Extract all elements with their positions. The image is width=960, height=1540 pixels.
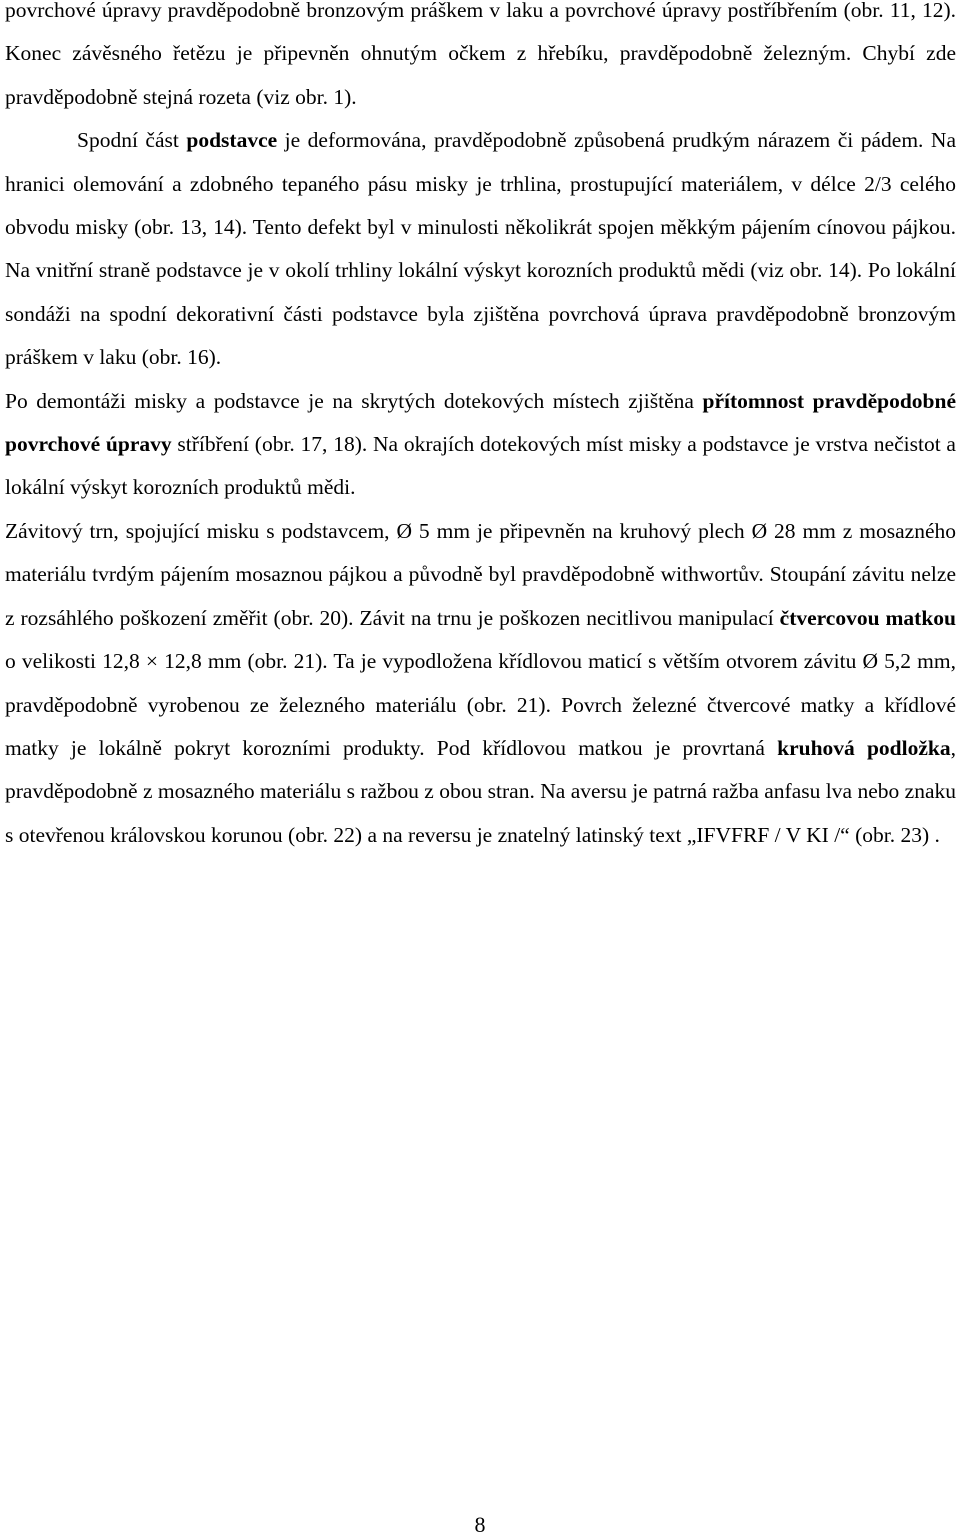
paragraph-text: o velikosti 12,8 × 12,8 mm (obr. 21). Ta je vypodložena křídlovou maticí s větším otvorem závitu Ø 5,2 mm, pravděpodobně vyrobenou ze železného materiálu (obr. 21). Povrch železné čtvercové matky a křídlové matky je lokálně pokryt korozními produkty. Pod křídlovou matkou je provrtaná	[5, 649, 956, 760]
paragraph-text: , pravděpodobně z mosazného materiálu s ražbou z obou stran. Na aversu je patrná ražba anfasu lva nebo znaku s otevřenou královskou korunou (obr. 22) a na reversu je znatelný latinský text „IFVFRF / V KI /“ (obr. 23) .	[5, 735, 956, 847]
paragraph-text: Závitový trn, spojující misku s podstavcem, Ø 5 mm je připevněn na kruhový plech Ø 28 mm z mosazného materiálu tvrdým pájením mosaznou pájkou a původně byl pravděpodobně withwortův. Stoupání závitu nelze z rozsáhlého poškození změřit (obr. 20). Závit na trnu je poškozen necitlivou manipulací	[5, 518, 956, 630]
bold-term-base: podstavce	[186, 128, 278, 153]
paragraph-text: stříbření (obr. 17, 18). Na okrajích dotekových míst misky a podstavce je vrstva nečistot a lokální výskyt korozních produktů mědi.	[5, 432, 956, 500]
paragraph-text: Spodní část	[77, 128, 187, 153]
paragraph-text: je deformována, pravděpodobně způsobená prudkým nárazem či pádem. Na hranici olemování a zdobného tepaného pásu misky je trhlina, prostupující materiálem, v délce 2/3 celého obvodu misky (obr. 13, 14). Tento defekt byl v minulosti několikrát spojen měkkým pájením cínovou pájkou. Na vnitřní straně podstavce je v okolí trhliny lokální výskyt korozních produktů mědi (viz obr. 14). Po lokální sondáži na spodní dekorativní části podstavce byla zjištěna povrchová úprava pravděpodobně bronzovým práškem v laku (obr. 16).	[5, 128, 956, 370]
paragraph-ornament	[5, 0, 956, 119]
document-page	[5, 0, 956, 857]
paragraph-text: povrchové úpravy pravděpodobně bronzovým práškem v laku a povrchové úpravy postříbřením (obr. 11, 12). Konec závěsného řetězu je připevněn ohnutým očkem z hřebíku, pravděpodobně železným. Chybí zde pravděpodobně stejná rozeta (viz obr. 1).	[5, 0, 956, 109]
paragraph-threaded-pin	[5, 510, 956, 857]
page-number: 8	[474, 1512, 486, 1537]
paragraph-disassembly	[5, 380, 956, 510]
bold-term-silvering: přítomnost pravděpodobné povrchové úpravy	[5, 388, 957, 457]
bold-term-washer: kruhová podložka	[777, 735, 951, 760]
paragraph-text: Po demontáži misky a podstavce je na skrytých dotekových místech zjištěna	[5, 388, 703, 413]
paragraph-base	[5, 119, 956, 379]
bold-term-square-nut: čtvercovou matkou	[779, 605, 956, 630]
